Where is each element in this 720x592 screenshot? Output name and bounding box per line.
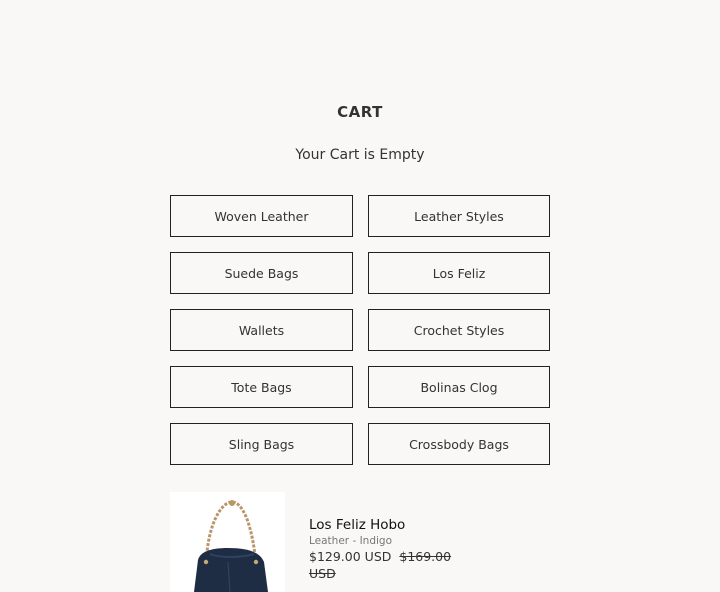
product-compare-price: $169.00 USD xyxy=(309,549,452,581)
empty-cart-message: Your Cart is Empty xyxy=(295,147,425,163)
category-button-woven-leather[interactable]: Woven Leather xyxy=(170,195,353,237)
product-variant: Leather - Indigo xyxy=(309,535,392,547)
product-price-line xyxy=(309,548,459,582)
category-button-bolinas-clog[interactable]: Bolinas Clog xyxy=(368,366,550,408)
category-button-crochet-styles[interactable]: Crochet Styles xyxy=(368,309,550,351)
category-button-wallets[interactable]: Wallets xyxy=(170,309,353,351)
cart-title: CART xyxy=(337,103,383,121)
product-name[interactable]: Los Feliz Hobo xyxy=(309,517,406,533)
hobo-bag-icon xyxy=(170,492,285,592)
category-button-leather-styles[interactable]: Leather Styles xyxy=(368,195,550,237)
category-button-los-feliz[interactable]: Los Feliz xyxy=(368,252,550,294)
category-button-tote-bags[interactable]: Tote Bags xyxy=(170,366,353,408)
category-button-sling-bags[interactable]: Sling Bags xyxy=(170,423,353,465)
recommended-product xyxy=(170,492,550,592)
product-image[interactable] xyxy=(170,492,285,592)
category-grid xyxy=(170,195,550,465)
category-button-crossbody-bags[interactable]: Crossbody Bags xyxy=(368,423,550,465)
category-button-suede-bags[interactable]: Suede Bags xyxy=(170,252,353,294)
product-sale-price: $129.00 USD xyxy=(309,549,392,564)
product-info xyxy=(309,516,459,582)
